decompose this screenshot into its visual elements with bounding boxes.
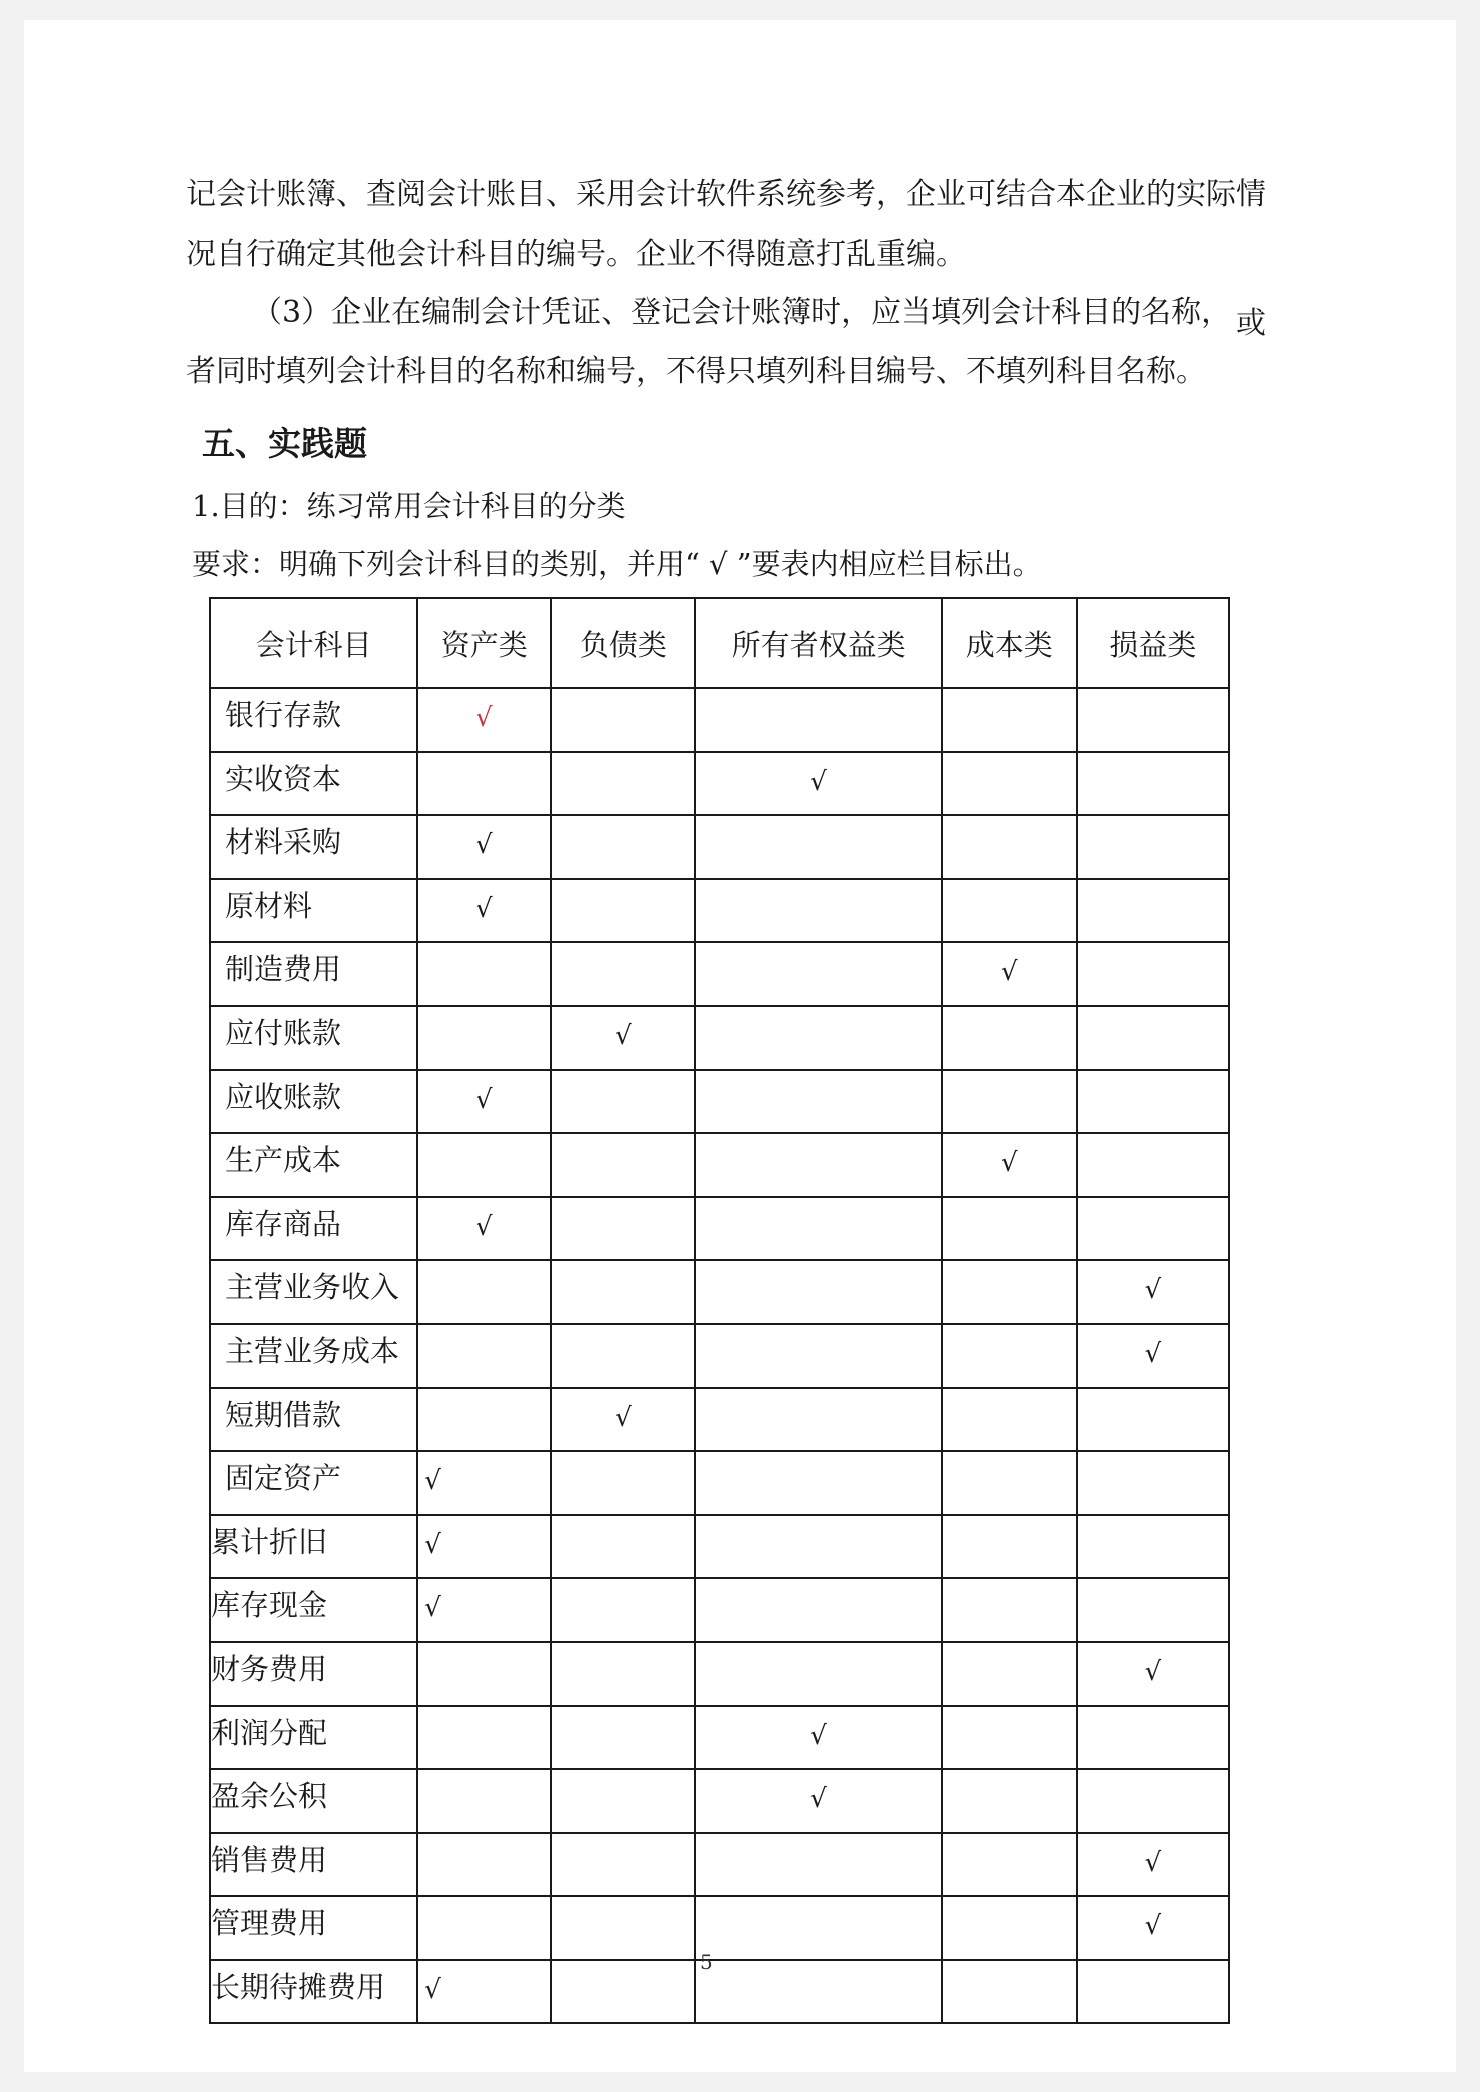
classification-cell (551, 1260, 695, 1324)
account-name-cell: 银行存款 (210, 688, 417, 752)
body-paragraph-line: （3）企业在编制会计凭证、登记会计账簿时，应当填列会计科目的名称， (252, 295, 1232, 330)
classification-cell (1077, 1642, 1229, 1706)
classification-cell (695, 1006, 941, 1070)
classification-cell (695, 1515, 941, 1579)
table-row (210, 1642, 1229, 1706)
header-assets: 资产类 (417, 598, 551, 688)
classification-cell (551, 688, 695, 752)
classification-cell (551, 1006, 695, 1070)
classification-cell (695, 1451, 941, 1515)
classification-cell (942, 1896, 1077, 1960)
classification-cell (942, 1006, 1077, 1070)
table-row (210, 815, 1229, 879)
classification-cell (942, 942, 1077, 1006)
classification-cell (695, 1642, 941, 1706)
classification-cell (942, 879, 1077, 943)
account-name-cell: 主营业务成本 (210, 1324, 417, 1388)
header-liabilities: 负债类 (551, 598, 695, 688)
account-name-cell: 应收账款 (210, 1070, 417, 1134)
classification-cell (551, 1578, 695, 1642)
classification-cell (695, 1070, 941, 1134)
classification-cell (695, 1197, 941, 1261)
table-row (210, 1070, 1229, 1134)
classification-cell (942, 1706, 1077, 1770)
body-paragraph-line: 者同时填列会计科目的名称和编号，不得只填列科目编号、不填列科目名称。 (186, 354, 1206, 389)
table-row (210, 688, 1229, 752)
check-mark-icon: √ (810, 1720, 827, 1751)
check-mark-icon: √ (1144, 1338, 1162, 1369)
classification-cell (551, 942, 695, 1006)
classification-cell (551, 1642, 695, 1706)
check-mark-icon: √ (424, 1466, 441, 1497)
classification-cell (942, 688, 1077, 752)
check-mark-icon: √ (475, 703, 493, 733)
classification-cell (695, 1833, 941, 1897)
body-paragraph-line-tail: 或 (1236, 306, 1266, 341)
classification-cell (551, 1388, 695, 1452)
classification-cell (417, 942, 551, 1006)
account-name-cell: 固定资产 (210, 1451, 417, 1515)
account-name-cell: 原材料 (210, 879, 417, 943)
classification-cell (417, 1070, 551, 1134)
check-mark-icon: √ (1000, 957, 1018, 988)
classification-cell (1077, 1896, 1229, 1960)
classification-cell (942, 1133, 1077, 1197)
check-mark-icon: √ (810, 766, 827, 797)
body-paragraph-line: 况自行确定其他会计科目的编号。企业不得随意打乱重编。 (186, 237, 966, 272)
check-mark-icon: √ (475, 893, 493, 924)
account-name-cell: 主营业务收入 (210, 1260, 417, 1324)
classification-cell (695, 1578, 941, 1642)
classification-cell (942, 1578, 1077, 1642)
check-mark-icon: √ (475, 1084, 493, 1115)
header-cost: 成本类 (942, 598, 1077, 688)
classification-cell (417, 1896, 551, 1960)
classification-cell (695, 1960, 941, 2024)
classification-cell (942, 1260, 1077, 1324)
check-mark-icon: √ (615, 1402, 632, 1433)
classification-cell (942, 1833, 1077, 1897)
classification-cell (551, 1706, 695, 1770)
header-account-name: 会计科目 (210, 598, 417, 688)
account-name-cell: 财务费用 (210, 1642, 417, 1706)
classification-cell (942, 1515, 1077, 1579)
classification-cell (551, 752, 695, 816)
classification-cell (695, 1133, 941, 1197)
account-name-cell: 管理费用 (210, 1896, 417, 1960)
check-mark-icon: √ (475, 830, 493, 861)
check-mark-icon: √ (1000, 1148, 1018, 1179)
account-name-cell: 生产成本 (210, 1133, 417, 1197)
account-name-cell: 制造费用 (210, 942, 417, 1006)
classification-cell (942, 815, 1077, 879)
table-row (210, 1388, 1229, 1452)
table-row (210, 1578, 1229, 1642)
classification-cell (551, 1896, 695, 1960)
table-row (210, 1896, 1229, 1960)
classification-cell (417, 1006, 551, 1070)
classification-cell (942, 1324, 1077, 1388)
table-row (210, 1324, 1229, 1388)
table-row (210, 1006, 1229, 1070)
classification-cell (417, 752, 551, 816)
classification-cell (417, 1578, 551, 1642)
classification-cell (695, 942, 941, 1006)
table-row (210, 1833, 1229, 1897)
account-name-cell: 实收资本 (210, 752, 417, 816)
classification-cell (942, 752, 1077, 816)
classification-cell (417, 1197, 551, 1261)
classification-cell (1077, 1388, 1229, 1452)
classification-cell (417, 1833, 551, 1897)
classification-cell (551, 1960, 695, 2024)
header-owners-equity: 所有者权益类 (695, 598, 941, 688)
exercise-purpose: 1.目的：练习常用会计科目的分类 (192, 489, 626, 523)
classification-cell (942, 1960, 1077, 2024)
classification-cell (695, 1324, 941, 1388)
section-heading: 五、实践题 (202, 424, 367, 463)
classification-cell (417, 1133, 551, 1197)
check-mark-icon: √ (810, 1784, 827, 1815)
classification-cell (417, 1769, 551, 1833)
table-row (210, 1133, 1229, 1197)
table-header-row (210, 598, 1229, 688)
classification-cell (417, 1451, 551, 1515)
classification-cell (417, 879, 551, 943)
table-row (210, 1960, 1229, 2024)
classification-cell (417, 1324, 551, 1388)
classification-cell (551, 1133, 695, 1197)
classification-cell (551, 1324, 695, 1388)
classification-cell (417, 815, 551, 879)
check-mark-icon: √ (475, 1211, 493, 1242)
classification-cell (551, 1833, 695, 1897)
classification-cell (1077, 1960, 1229, 2024)
classification-cell (695, 752, 941, 816)
account-name-cell: 盈余公积 (210, 1769, 417, 1833)
check-mark-icon: √ (615, 1020, 632, 1051)
account-name-cell: 应付账款 (210, 1006, 417, 1070)
check-mark-icon: √ (1144, 1275, 1162, 1306)
account-name-cell: 库存商品 (210, 1197, 417, 1261)
classification-cell (942, 1642, 1077, 1706)
classification-cell (942, 1451, 1077, 1515)
classification-cell (695, 1706, 941, 1770)
table-row (210, 1451, 1229, 1515)
classification-cell (1077, 1070, 1229, 1134)
classification-cell (695, 1769, 941, 1833)
check-mark-icon: √ (424, 1974, 441, 2005)
classification-cell (417, 1388, 551, 1452)
account-name-cell: 销售费用 (210, 1833, 417, 1897)
table-row (210, 1515, 1229, 1579)
classification-cell (1077, 942, 1229, 1006)
table-row (210, 879, 1229, 943)
classification-cell (1077, 1833, 1229, 1897)
classification-cell (1077, 1260, 1229, 1324)
account-classification-table (209, 597, 1230, 2024)
classification-cell (942, 1197, 1077, 1261)
check-mark-icon: √ (1144, 1911, 1162, 1942)
classification-cell (695, 1388, 941, 1452)
classification-cell (1077, 1133, 1229, 1197)
classification-cell (942, 1769, 1077, 1833)
classification-cell (1077, 1769, 1229, 1833)
table-row (210, 942, 1229, 1006)
classification-cell (1077, 1578, 1229, 1642)
classification-cell (942, 1070, 1077, 1134)
classification-cell (551, 1070, 695, 1134)
classification-cell (551, 1197, 695, 1261)
classification-cell (417, 1515, 551, 1579)
check-mark-icon: √ (424, 1593, 441, 1624)
classification-cell (551, 879, 695, 943)
table-row (210, 752, 1229, 816)
classification-cell (1077, 815, 1229, 879)
account-name-cell: 短期借款 (210, 1388, 417, 1452)
body-paragraph-line: 记会计账簿、查阅会计账目、采用会计软件系统参考，企业可结合本企业的实际情 (186, 177, 1266, 212)
account-name-cell: 长期待摊费用 (210, 1960, 417, 2024)
classification-cell (695, 688, 941, 752)
account-name-cell: 利润分配 (210, 1706, 417, 1770)
check-mark-icon: √ (1144, 1656, 1162, 1687)
classification-cell (1077, 688, 1229, 752)
classification-cell (1077, 752, 1229, 816)
classification-cell (551, 1451, 695, 1515)
header-profit-loss: 损益类 (1077, 598, 1229, 688)
table-row (210, 1706, 1229, 1770)
table-row (210, 1197, 1229, 1261)
classification-cell (695, 879, 941, 943)
account-name-cell: 材料采购 (210, 815, 417, 879)
classification-cell (1077, 1006, 1229, 1070)
classification-cell (1077, 1706, 1229, 1770)
classification-cell (417, 1260, 551, 1324)
check-mark-icon: √ (424, 1529, 441, 1560)
exercise-requirement: 要求：明确下列会计科目的类别，并用“ √ ”要表内相应栏目标出。 (192, 547, 1042, 581)
check-mark-icon: √ (1144, 1847, 1162, 1878)
classification-cell (417, 1706, 551, 1770)
account-name-cell: 累计折旧 (210, 1515, 417, 1579)
classification-cell (695, 1896, 941, 1960)
classification-cell (695, 1260, 941, 1324)
table-row (210, 1769, 1229, 1833)
account-name-cell: 库存现金 (210, 1578, 417, 1642)
classification-cell (551, 1515, 695, 1579)
table-body (210, 688, 1229, 2023)
classification-cell (1077, 1197, 1229, 1261)
classification-cell (695, 815, 941, 879)
classification-cell (1077, 1515, 1229, 1579)
page-number: 5 (700, 1950, 713, 1974)
classification-cell (1077, 1324, 1229, 1388)
classification-cell (942, 1388, 1077, 1452)
classification-cell (417, 1960, 551, 2024)
classification-cell (417, 688, 551, 752)
classification-cell (417, 1642, 551, 1706)
table-row (210, 1260, 1229, 1324)
classification-cell (1077, 1451, 1229, 1515)
classification-cell (551, 1769, 695, 1833)
classification-cell (551, 815, 695, 879)
classification-cell (1077, 879, 1229, 943)
